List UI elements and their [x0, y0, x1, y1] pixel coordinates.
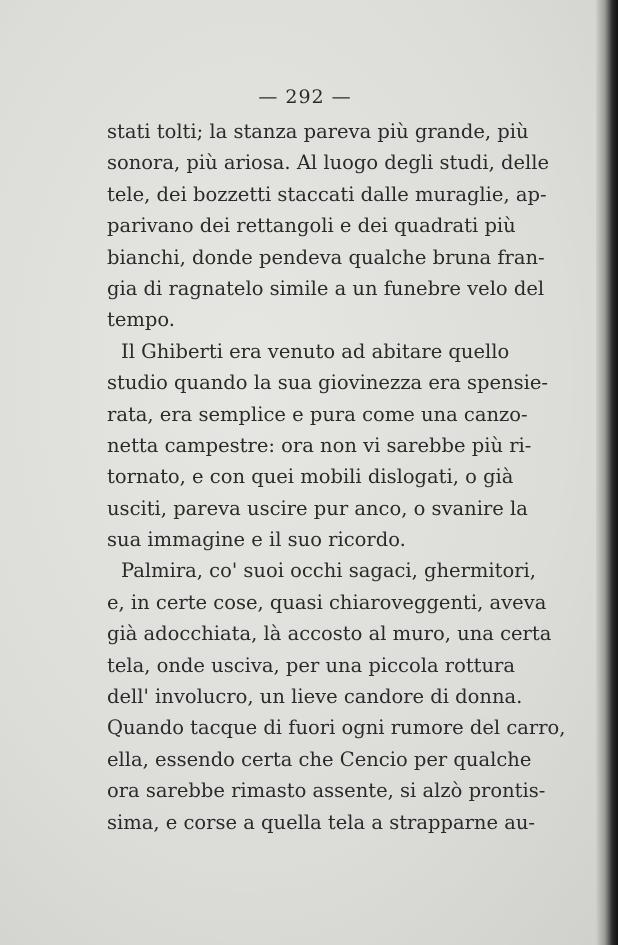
text-line: dell' involucro, un lieve candore di donna.	[107, 685, 523, 709]
body-text	[107, 116, 566, 838]
book-spine-shadow	[596, 0, 618, 945]
page-number: — 292 —	[258, 86, 352, 108]
text-line: parivano dei rettangoli e dei quadrati più	[107, 214, 516, 238]
text-line: tela, onde usciva, per una piccola rottura	[107, 653, 516, 677]
text-line: usciti, pareva uscire pur anco, o svanire la	[107, 496, 528, 520]
text-line: stati tolti; la stanza pareva più grande, più	[107, 120, 529, 143]
text-line: tornato, e con quei mobili dislogati, o già	[107, 465, 514, 489]
text-line: tele, dei bozzetti staccati dalle muraglie, ap-	[107, 182, 547, 206]
text-line: Quando tacque di fuori ogni rumore del carro,	[107, 716, 566, 740]
text-line: bianchi, donde pendeva qualche bruna fran-	[107, 245, 545, 269]
text-line: gia di ragnatelo simile a un funebre velo del	[107, 276, 545, 300]
text-line: già adocchiata, là accosto al muro, una certa	[107, 622, 552, 646]
text-line: netta campestre: ora non vi sarebbe più ri-	[107, 433, 532, 457]
text-line: sua immagine e il suo ricordo.	[107, 528, 406, 552]
text-line: rata, era semplice e pura come una canzo-	[107, 402, 528, 426]
text-line: Palmira, co' suoi occhi sagaci, ghermitori,	[121, 559, 536, 583]
text-line: sonora, più ariosa. Al luogo degli studi, delle	[107, 151, 550, 175]
text-line: Il Ghiberti era venuto ad abitare quello	[121, 339, 510, 363]
text-line: tempo.	[107, 308, 175, 332]
text-line: ella, essendo certa che Cencio per qualche	[107, 747, 532, 771]
text-line: ora sarebbe rimasto assente, si alzò prontis-	[107, 779, 546, 803]
text-line: e, in certe cose, quasi chiaroveggenti, aveva	[107, 590, 547, 614]
text-line: sima, e corse a quella tela a strapparne au-	[107, 810, 535, 834]
text-line: studio quando la sua giovinezza era spensie-	[107, 371, 548, 395]
